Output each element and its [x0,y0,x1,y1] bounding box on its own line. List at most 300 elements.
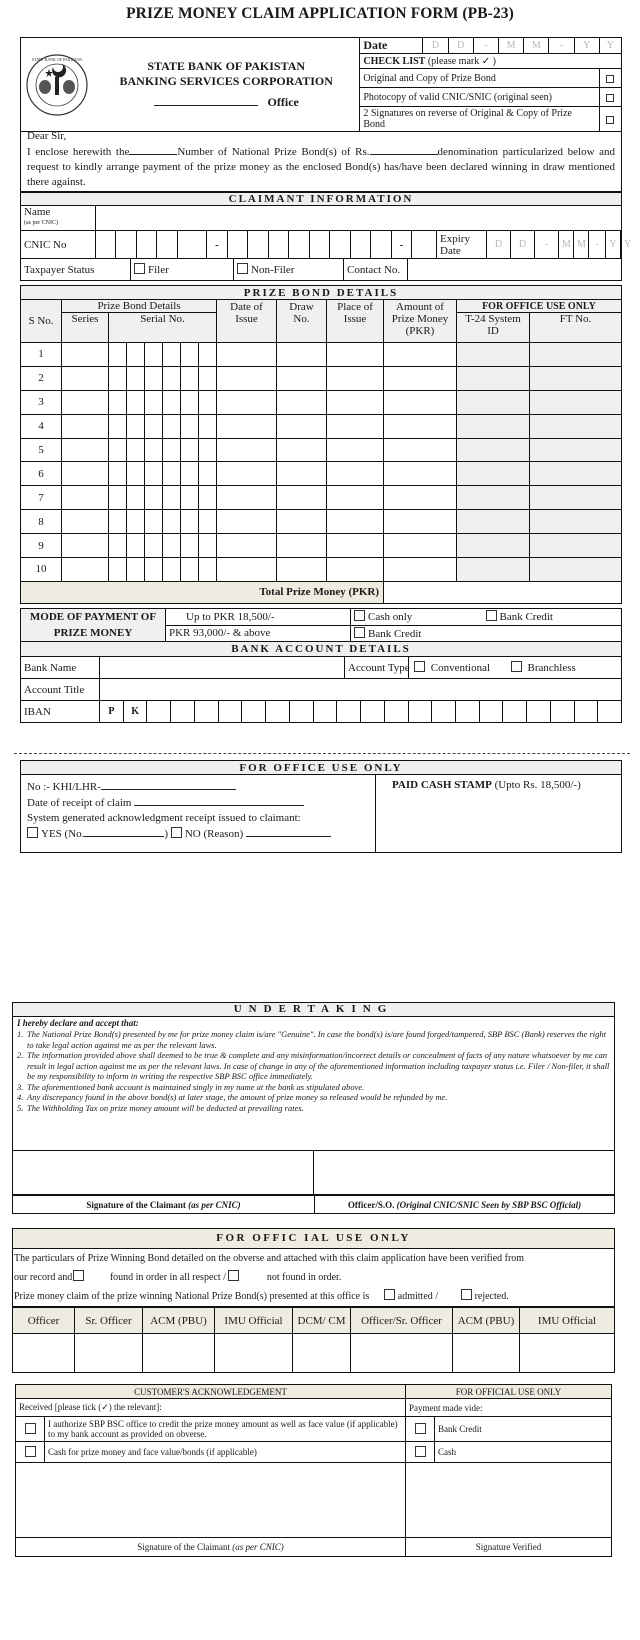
iban-digit-cell[interactable] [432,701,456,722]
bond-serial-digit-cell[interactable] [145,438,163,462]
bond-ft-cell[interactable] [530,343,622,367]
bond-serial-digit-cell[interactable] [109,414,127,438]
bond-row-number: 2 [21,366,62,390]
iban-digit-cell[interactable] [219,701,243,722]
bond-serial-digit-cell[interactable] [145,414,163,438]
bond-series-cell[interactable] [62,534,109,558]
bond-place-issue-cell[interactable] [327,510,384,534]
bond-t24-cell[interactable] [457,438,530,462]
bank-credit-small-option[interactable]: Bank Credit [483,609,622,626]
bond-serial-digit-cell[interactable] [181,366,199,390]
bond-serial-digit-cell[interactable] [127,534,145,558]
bond-place-issue-cell[interactable] [327,438,384,462]
cnic-digit[interactable] [96,231,116,259]
bond-serial-digit-cell[interactable] [145,366,163,390]
bond-serial-digit-cell[interactable] [163,462,181,486]
letter-text-1: I enclose herewith the [27,146,130,158]
org-block [21,38,360,132]
bond-row [21,534,622,558]
office-use-title: FOR OFFICE USE ONLY [21,761,622,775]
cnic-digit[interactable] [157,231,178,259]
signoff-signature-cell[interactable] [520,1334,615,1373]
col-t24: T-24 System ID [457,313,530,343]
bond-t24-cell[interactable] [457,390,530,414]
bond-serial-digit-cell[interactable] [199,510,217,534]
name-row [20,205,622,231]
bond-place-issue-cell[interactable] [327,366,384,390]
filer-option[interactable]: Filer [131,259,234,281]
bond-ft-cell[interactable] [530,486,622,510]
bond-row [21,343,622,367]
ack-sig-verified-label: Signature Verified [406,1538,612,1557]
bond-amount-cell[interactable] [384,462,457,486]
bond-series-cell[interactable] [62,558,109,582]
bond-draw-no-cell[interactable] [277,390,327,414]
bond-amount-cell[interactable] [384,510,457,534]
bond-serial-digit-cell[interactable] [181,343,199,367]
signoff-signature-cell[interactable] [293,1334,351,1373]
bond-series-cell[interactable] [62,414,109,438]
cnic-digit[interactable] [248,231,269,259]
bond-serial-digit-cell[interactable] [145,390,163,414]
bond-serial-digit-cell[interactable] [145,558,163,582]
bond-ft-cell[interactable] [530,558,622,582]
bond-t24-cell[interactable] [457,510,530,534]
vide-cash-checkbox[interactable] [415,1446,426,1457]
iban-digit-cell[interactable] [385,701,409,722]
office-use-table: FOR OFFICE USE ONLY No :- KHI/LHR- Date of receipt of claim System generated acknowledgment receipt issued to claimant: YES (No. ) NO (Reason) PAID CASH STAMP (Upto Rs. 18,500/-) [20,760,622,853]
bond-ft-cell[interactable] [530,438,622,462]
bond-ft-cell[interactable] [530,462,622,486]
undertaking-item: 2. The information provided above shall deemed to be true & complete and any misinformation/incorrect details or concealment of facts of any nature whatsoever by me can result in legal action against me as per the relevant laws. In case of change in any of the aforementioned information including taxpayer status i.e. Filer / Non-filer, it shall be my responsibility to inform in writing the respective SBP BSC office immediately. [17,1050,610,1081]
conventional-option[interactable]: Conventional [414,662,490,674]
payment-vide-label: Payment made vide: [406,1399,612,1417]
expiry-year-1[interactable]: Y [606,231,621,259]
bond-serial-digit-cell[interactable] [127,438,145,462]
bond-serial-digit-cell[interactable] [199,486,217,510]
iban-digit-cell[interactable] [527,701,551,722]
bond-amount-cell[interactable] [384,390,457,414]
bond-place-issue-cell[interactable] [327,462,384,486]
iban-digit-cell[interactable] [361,701,385,722]
bank-name-input[interactable] [100,657,345,679]
ack-cash-checkbox[interactable] [25,1446,36,1457]
expiry-day-2[interactable]: D [511,231,535,259]
conventional-checkbox[interactable] [414,661,425,672]
signoff-column-header: IMU Official [520,1308,615,1334]
bond-date-issue-cell[interactable] [217,534,277,558]
receipt-date-field[interactable] [134,795,304,806]
payment-mode-table [20,608,622,642]
bond-date-issue-cell[interactable] [217,486,277,510]
ack-yes-number-field[interactable] [84,826,164,837]
nonfiler-option[interactable]: Non-Filer [234,259,344,281]
bond-ft-cell[interactable] [530,414,622,438]
iban-digit-cell[interactable] [290,701,314,722]
bank-credit-small-checkbox[interactable] [486,610,497,621]
cnic-digit[interactable] [137,231,157,259]
cash-only-checkbox[interactable] [354,610,365,621]
checklist-item-cnic: Photocopy of valid CNIC/SNIC (original seen) [360,88,599,107]
iban-digit-cell[interactable] [551,701,575,722]
bond-serial-digit-cell[interactable] [145,510,163,534]
ack-credit-checkbox[interactable] [25,1423,36,1434]
office-no-field[interactable] [101,779,236,790]
iban-digit-cell[interactable] [480,701,504,722]
bank-title-table [20,641,622,657]
col-draw-no: Draw No. [277,300,327,343]
cnic-digit[interactable] [310,231,330,259]
bond-serial-digit-cell[interactable] [109,390,127,414]
undertaking-item: 4. Any discrepancy found in the above bond(s) at later stage, the amount of prize money so released would be refunded by me. [17,1092,448,1102]
iban-digit-cell[interactable] [503,701,527,722]
bond-draw-no-cell[interactable] [277,510,327,534]
bond-place-issue-cell[interactable] [327,558,384,582]
undertaking-title: UNDERTAKING [13,1003,614,1017]
official-use-title: FOR OFFIC IAL USE ONLY [12,1228,615,1249]
bond-serial-digit-cell[interactable] [127,510,145,534]
iban-digit-cell[interactable] [147,701,171,722]
bond-serial-digit-cell[interactable] [181,462,199,486]
bond-series-cell[interactable] [62,343,109,367]
bond-serial-digit-cell[interactable] [199,534,217,558]
bond-row [21,486,622,510]
signoff-signature-cell[interactable] [453,1334,520,1373]
denomination-field[interactable] [370,144,438,155]
bond-serial-digit-cell[interactable] [109,438,127,462]
vide-bank-credit[interactable] [406,1417,435,1442]
ack-no-reason-field[interactable] [246,826,331,837]
bond-count-field[interactable] [129,144,177,155]
iban-prefix-cell: K [124,701,148,722]
date-day-2[interactable]: D [448,38,473,54]
branchless-option[interactable]: Branchless [511,662,576,674]
bond-serial-digit-cell[interactable] [163,510,181,534]
bond-place-issue-cell[interactable] [327,486,384,510]
contact-input[interactable] [408,259,622,281]
bond-serial-digit-cell[interactable] [199,366,217,390]
bond-serial-digit-cell[interactable] [199,558,217,582]
sig-officer-label: Officer/S.O. (Original CNIC/SNIC Seen by SBP BSC Official) [315,1196,615,1214]
bond-t24-cell[interactable] [457,414,530,438]
bond-amount-cell[interactable] [384,366,457,390]
cnic-separator: - [392,231,412,259]
bond-serial-digit-cell[interactable] [109,343,127,367]
payment-mode-label: MODE OF PAYMENT OF PRIZE MONEY [21,609,166,642]
bond-date-issue-cell[interactable] [217,366,277,390]
bond-draw-no-cell[interactable] [277,558,327,582]
checklist-checkbox-prize-bond[interactable] [599,69,621,88]
bond-date-issue-cell[interactable] [217,343,277,367]
iban-prefix-cell: P [100,701,124,722]
undertaking-item: 5. The Withholding Tax on prize money amount will be deducted at prevailing rates. [17,1102,304,1113]
bond-t24-cell[interactable] [457,462,530,486]
date-sep-2: - [549,38,574,54]
bond-draw-no-cell[interactable] [277,462,327,486]
bond-serial-digit-cell[interactable] [199,414,217,438]
bond-series-cell[interactable] [62,462,109,486]
customer-ack-title: CUSTOMER'S ACKNOWLEDGEMENT [16,1385,406,1399]
bond-amount-cell[interactable] [384,486,457,510]
bond-t24-cell[interactable] [457,558,530,582]
bond-serial-digit-cell[interactable] [199,343,217,367]
bond-draw-no-cell[interactable] [277,343,327,367]
claim-admitted-checkbox[interactable] [384,1289,395,1300]
checklist-header: CHECK LIST (please mark ✓ ) [360,54,622,69]
ack-verified-signature-area[interactable] [406,1463,612,1538]
office-name-field[interactable] [154,95,258,106]
ack-no-label: NO (Reason) [184,828,244,840]
bond-draw-no-cell[interactable] [277,438,327,462]
col-group-office-use: FOR OFFICE USE ONLY [457,300,622,313]
bond-date-issue-cell[interactable] [217,558,277,582]
col-serial: Serial No. [109,313,217,343]
bond-serial-digit-cell[interactable] [181,486,199,510]
date-label: Date [360,38,423,54]
col-ft-no: FT No. [530,313,622,343]
account-title-label: Account Title [21,679,100,701]
bond-date-issue-cell[interactable] [217,510,277,534]
bond-date-issue-cell[interactable] [217,438,277,462]
cnic-digit[interactable] [178,231,207,259]
total-value[interactable] [384,581,622,603]
vide-bank-credit-checkbox[interactable] [415,1423,426,1434]
bond-date-issue-cell[interactable] [217,390,277,414]
bond-serial-digit-cell[interactable] [181,390,199,414]
signoff-column-header: ACM (PBU) [453,1308,520,1334]
bond-series-cell[interactable] [62,438,109,462]
date-year-2[interactable]: Y [599,38,621,54]
signoff-signature-cell[interactable] [351,1334,453,1373]
iban-digit-cell[interactable] [242,701,266,722]
bond-serial-digit-cell[interactable] [145,534,163,558]
signoff-signature-cell[interactable] [75,1334,143,1373]
ack-claimant-signature-area[interactable] [16,1463,406,1538]
bank-name-label: Bank Name [21,657,100,679]
bond-row [21,558,622,582]
bond-serial-digit-cell[interactable] [181,534,199,558]
payment-range-small: Up to PKR 18,500/- [166,609,351,626]
bond-serial-digit-cell[interactable] [163,366,181,390]
bond-series-cell[interactable] [62,390,109,414]
bond-serial-digit-cell[interactable] [163,343,181,367]
date-month-2[interactable]: M [524,38,549,54]
salutation: Dear Sir, [27,130,67,142]
col-date-issue: Date of Issue [217,300,277,343]
iban-digit-cell[interactable] [337,701,361,722]
bond-serial-digit-cell[interactable] [199,462,217,486]
verified-found-checkbox[interactable] [73,1270,84,1281]
signoff-signature-cell[interactable] [13,1334,75,1373]
bond-serial-digit-cell[interactable] [163,390,181,414]
page-title: PRIZE MONEY CLAIM APPLICATION FORM (PB-23) [126,5,514,22]
bond-serial-digit-cell[interactable] [127,414,145,438]
bond-ft-cell[interactable] [530,366,622,390]
sbp-bsc-seal-icon [21,53,93,117]
checklist-checkbox-cnic[interactable] [599,88,621,107]
claim-rejected-checkbox[interactable] [461,1289,472,1300]
bond-serial-digit-cell[interactable] [109,366,127,390]
bond-serial-digit-cell[interactable] [163,486,181,510]
bond-series-cell[interactable] [62,486,109,510]
signoff-column-header: IMU Official [215,1308,293,1334]
bond-serial-digit-cell[interactable] [109,558,127,582]
expiry-day-1[interactable]: D [487,231,511,259]
bank-credit-large-checkbox[interactable] [354,627,365,638]
expiry-year-2[interactable]: Y [621,231,622,259]
bond-serial-digit-cell[interactable] [199,438,217,462]
branchless-checkbox[interactable] [511,661,522,672]
undertaking-sig-top-line [12,1150,615,1151]
iban-digit-cell[interactable] [195,701,219,722]
bond-serial-digit-cell[interactable] [109,534,127,558]
bond-t24-cell[interactable] [457,534,530,558]
bond-row-number: 8 [21,510,62,534]
vide-cash-label: Cash [435,1442,612,1463]
date-day-1[interactable]: D [423,38,448,54]
bond-serial-digit-cell[interactable] [199,390,217,414]
bond-t24-cell[interactable] [457,366,530,390]
bond-serial-digit-cell[interactable] [145,486,163,510]
bond-row-number: 6 [21,462,62,486]
cnic-digit[interactable] [289,231,310,259]
bond-place-issue-cell[interactable] [327,534,384,558]
expiry-month-2[interactable]: M [574,231,589,259]
cnic-digit[interactable] [269,231,289,259]
signoff-column-header: ACM (PBU) [143,1308,215,1334]
bond-t24-cell[interactable] [457,343,530,367]
taxpayer-label: Taxpayer Status [21,259,131,281]
bond-serial-digit-cell[interactable] [127,486,145,510]
bond-row [21,462,622,486]
bond-serial-digit-cell[interactable] [109,510,127,534]
cash-only-option[interactable]: Cash only [351,609,483,626]
date-year-1[interactable]: Y [574,38,599,54]
cnic-digit[interactable] [351,231,371,259]
checklist-item-signatures: 2 Signatures on reverse of Original & Copy of Prize Bond [360,107,599,132]
bond-serial-digit-cell[interactable] [181,414,199,438]
bond-serial-digit-cell[interactable] [127,343,145,367]
bond-place-issue-cell[interactable] [327,414,384,438]
undertaking-intro: I hereby declare and accept that: [17,1018,139,1028]
nonfiler-checkbox[interactable] [237,263,248,274]
bond-serial-digit-cell[interactable] [109,486,127,510]
signoff-signature-cell[interactable] [215,1334,293,1373]
iban-digit-cell[interactable] [409,701,433,722]
bond-draw-no-cell[interactable] [277,486,327,510]
bond-serial-digit-cell[interactable] [127,366,145,390]
iban-digit-cell[interactable] [314,701,338,722]
bond-draw-no-cell[interactable] [277,534,327,558]
name-sub-label: (as per CNIC) [24,220,58,226]
bond-serial-digit-cell[interactable] [163,558,181,582]
filer-checkbox[interactable] [134,263,145,274]
org-line2: BANKING SERVICES CORPORATION [119,73,333,88]
bank-credit-large-option[interactable]: Bank Credit [351,625,622,642]
undertaking-signatures [12,1195,615,1214]
ack-option-credit-label: I authorize SBP BSC office to credit the prize money amount as well as face value (if applicable) to my bank account as provided on obverse. [45,1417,406,1442]
cnic-digit[interactable] [116,231,137,259]
signoff-column-header: Officer/Sr. Officer [351,1308,453,1334]
bank-section-title: BANK ACCOUNT DETAILS [21,642,622,657]
bond-draw-no-cell[interactable] [277,414,327,438]
bond-serial-digit-cell[interactable] [127,558,145,582]
bond-row-number: 7 [21,486,62,510]
bond-serial-digit-cell[interactable] [109,462,127,486]
iban-digit-cell[interactable] [598,701,621,722]
ack-option-credit[interactable] [16,1417,45,1442]
cnic-digit[interactable] [412,231,437,259]
bond-serial-digit-cell[interactable] [145,343,163,367]
bond-ft-cell[interactable] [530,390,622,414]
official-use-text: The particulars of Prize Winning Bond detailed on the obverse and attached with this claim application have been verified from our record and found in order in all respect / not found in order. Prize money claim of the prize winning National Prize Bond(s) presented at this office is admitted / rejected. [12,1249,615,1307]
bond-amount-cell[interactable] [384,558,457,582]
bond-serial-digit-cell[interactable] [127,390,145,414]
iban-digit-cell[interactable] [575,701,599,722]
bond-serial-digit-cell[interactable] [127,462,145,486]
account-type-label: Account Type [345,657,409,679]
verified-not-found-checkbox[interactable] [228,1270,239,1281]
org-line1: STATE BANK OF PAKISTAN [147,58,306,73]
ack-option-cash[interactable] [16,1442,45,1463]
checklist-item-prize-bond: Original and Copy of Prize Bond [360,69,599,88]
signoff-signature-cell[interactable] [143,1334,215,1373]
cnic-digit[interactable] [228,231,248,259]
bond-date-issue-cell[interactable] [217,414,277,438]
bond-series-cell[interactable] [62,510,109,534]
bond-ft-cell[interactable] [530,534,622,558]
bond-serial-digit-cell[interactable] [163,414,181,438]
receipt-date-label: Date of receipt of claim [27,797,132,809]
iban-digit-cell[interactable] [266,701,290,722]
date-month-1[interactable]: M [499,38,524,54]
bond-amount-cell[interactable] [384,438,457,462]
bond-serial-digit-cell[interactable] [181,510,199,534]
bond-place-issue-cell[interactable] [327,343,384,367]
bond-place-issue-cell[interactable] [327,390,384,414]
iban-digit-cell[interactable] [456,701,480,722]
vide-cash[interactable] [406,1442,435,1463]
bond-amount-cell[interactable] [384,343,457,367]
ack-no-checkbox[interactable] [171,827,182,838]
cnic-digit[interactable] [371,231,392,259]
iban-row [20,700,622,723]
bond-serial-digit-cell[interactable] [163,534,181,558]
bond-amount-cell[interactable] [384,534,457,558]
bond-serial-digit-cell[interactable] [181,438,199,462]
bond-date-issue-cell[interactable] [217,462,277,486]
bond-row [21,390,622,414]
bond-series-cell[interactable] [62,366,109,390]
bond-serial-digit-cell[interactable] [163,438,181,462]
bond-ft-cell[interactable] [530,510,622,534]
ack-yes-checkbox[interactable] [27,827,38,838]
expiry-month-1[interactable]: M [559,231,574,259]
iban-digit-cell[interactable] [171,701,195,722]
name-input[interactable] [96,206,622,231]
bond-serial-digit-cell[interactable] [145,462,163,486]
bond-t24-cell[interactable] [457,486,530,510]
contact-label: Contact No. [344,259,408,281]
bond-amount-cell[interactable] [384,414,457,438]
total-label: Total Prize Money (PKR) [21,581,384,603]
col-place-issue: Place of Issue [327,300,384,343]
bond-draw-no-cell[interactable] [277,366,327,390]
cnic-digit[interactable] [330,231,351,259]
bond-serial-digit-cell[interactable] [181,558,199,582]
account-title-input[interactable] [100,679,622,701]
account-title-row [20,678,622,701]
